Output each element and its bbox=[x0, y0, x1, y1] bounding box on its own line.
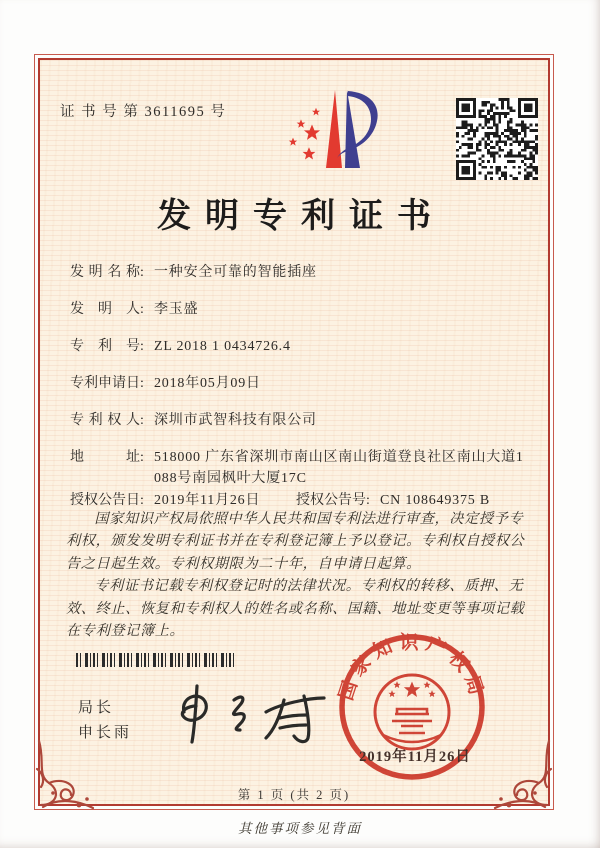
legal-paragraph-2: 专利证书记载专利权登记时的法律状况。专利权的转移、质押、无效、终止、恢复和专利权人的姓名或名称、国籍、地址变更等事项记载在专利登记簿上。 bbox=[66, 578, 525, 640]
field-value: 2018年05月09日 bbox=[154, 376, 261, 391]
field-list bbox=[70, 262, 524, 527]
seal-ring-text: 国家知识产权局 bbox=[335, 632, 489, 704]
certificate-frame bbox=[38, 58, 550, 806]
back-note: 其他事项参见背面 bbox=[238, 821, 362, 836]
field-invention-name bbox=[70, 262, 524, 284]
field-label: 发明名称 bbox=[70, 265, 140, 280]
certificate-number: 证 书 号 第 3611695 号 bbox=[60, 104, 227, 120]
field-label: 发明人 bbox=[70, 302, 140, 317]
logo-stars bbox=[289, 108, 320, 160]
field-label: 授权公告号 bbox=[296, 493, 366, 508]
logo-blue-pillar bbox=[345, 90, 360, 168]
field-value: 一种安全可靠的智能插座 bbox=[154, 265, 317, 280]
field-label: 专利权人 bbox=[70, 413, 140, 428]
page-number: 第 1 页 (共 2 页) bbox=[237, 788, 351, 802]
field-colon: : bbox=[140, 302, 144, 317]
field-colon: : bbox=[140, 493, 144, 508]
certificate-title: 发明专利证书 bbox=[157, 198, 445, 235]
corner-flourish-right-icon bbox=[479, 735, 555, 811]
address-line-2: 088号南园枫叶大厦17C bbox=[154, 471, 307, 486]
field-colon: : bbox=[140, 376, 144, 391]
seal-date: 2019年11月26日 bbox=[359, 749, 471, 765]
field-colon: : bbox=[140, 450, 144, 465]
field-patentee bbox=[70, 410, 524, 432]
field-inventor bbox=[70, 299, 524, 321]
address-line-1: 518000 广东省深圳市南山区南山街道登良社区南山大道1 bbox=[154, 450, 524, 465]
seal-national-emblem bbox=[375, 675, 449, 749]
field-value: 2019年11月26日 bbox=[154, 493, 261, 508]
field-patent-number bbox=[70, 336, 524, 358]
field-value: ZL 2018 1 0434726.4 bbox=[154, 339, 291, 354]
field-colon: : bbox=[366, 493, 370, 508]
field-label: 授权公告日 bbox=[70, 493, 140, 508]
field-label: 专利申请日 bbox=[70, 376, 140, 391]
field-filing-date bbox=[70, 373, 524, 395]
legal-paragraph-1: 国家知识产权局依照中华人民共和国专利法进行审查，决定授予专利权，颁发发明专利证书并在专利登记簿上予以登记。专利权自授权公告之日起生效。专利权期限为二十年，自申请日起算。 bbox=[66, 511, 525, 572]
cnipa-logo-icon bbox=[250, 86, 378, 174]
field-value bbox=[154, 447, 524, 489]
field-value: 深圳市武智科技有限公司 bbox=[154, 413, 317, 428]
field-label: 专利号 bbox=[70, 339, 140, 354]
corner-flourish-left-icon bbox=[33, 735, 109, 811]
field-colon: : bbox=[140, 339, 144, 354]
director-title: 局长 bbox=[78, 699, 115, 716]
barcode bbox=[76, 653, 234, 667]
logo-blue-bowl bbox=[337, 91, 378, 158]
director-signature bbox=[162, 678, 342, 754]
field-value: 李玉盛 bbox=[154, 302, 199, 317]
field-colon: : bbox=[140, 265, 144, 280]
director-name: 申长雨 bbox=[78, 724, 133, 741]
legal-text bbox=[66, 508, 528, 642]
field-value: CN 108649375 B bbox=[380, 493, 490, 508]
logo-red-pillar bbox=[326, 90, 342, 168]
field-label: 地址 bbox=[70, 450, 140, 465]
field-address bbox=[70, 447, 524, 489]
field-colon: : bbox=[140, 413, 144, 428]
qr-code bbox=[456, 98, 538, 180]
